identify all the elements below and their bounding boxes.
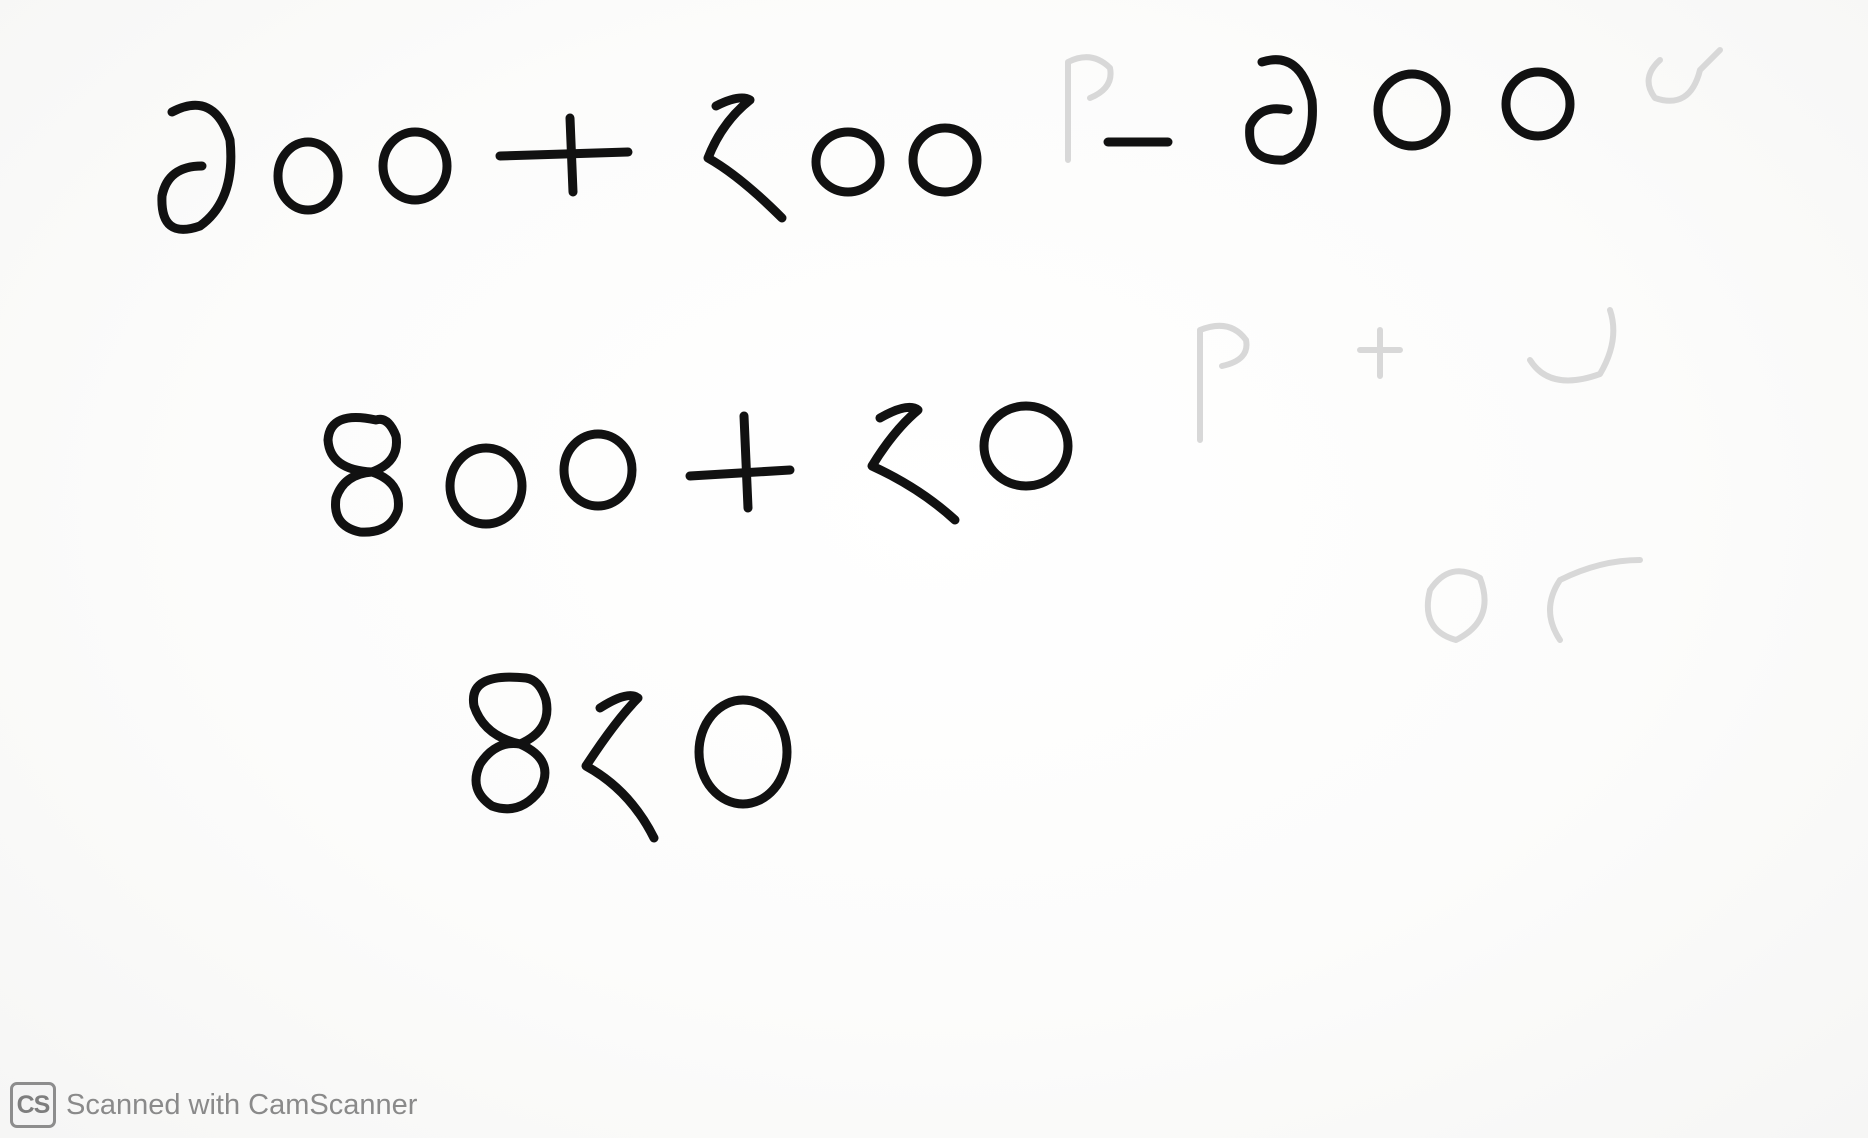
- line-2-digit-0c: [984, 406, 1068, 486]
- line-1-handwriting: [162, 60, 1570, 230]
- line-2-digit-0b: [564, 434, 632, 506]
- line-3-digit-2: [586, 696, 654, 838]
- line-2-plus-h: [690, 470, 790, 476]
- line-3-digit-8: [473, 677, 547, 809]
- line-2-handwriting: [328, 406, 1068, 532]
- line-1-digit-0b: [383, 132, 447, 200]
- line-1-digit-0a: [278, 142, 338, 210]
- line-1-digit-0e: [1378, 74, 1446, 146]
- camscanner-label: Scanned with CamScanner: [66, 1088, 418, 1121]
- line-1-plus-h: [500, 152, 628, 156]
- line-2-digit-0a: [450, 448, 522, 524]
- line-1-plus-v: [570, 118, 573, 192]
- line-2-digit-8: [328, 418, 398, 533]
- line-1-digit-0c: [816, 132, 880, 192]
- line-1-digit-0d: [913, 128, 977, 192]
- line-3-digit-0: [699, 700, 787, 804]
- camscanner-logo-icon: CS: [10, 1082, 56, 1128]
- line-1-digit-2c: [1250, 60, 1313, 160]
- line-3-handwriting: [473, 677, 787, 838]
- line-1-digit-2a: [162, 105, 231, 229]
- line-2-digit-2: [872, 407, 955, 520]
- line-2-plus-v: [744, 416, 748, 508]
- camscanner-watermark: [10, 1078, 417, 1132]
- line-1-digit-0f: [1506, 72, 1570, 136]
- line-1-digit-2b: [708, 98, 782, 218]
